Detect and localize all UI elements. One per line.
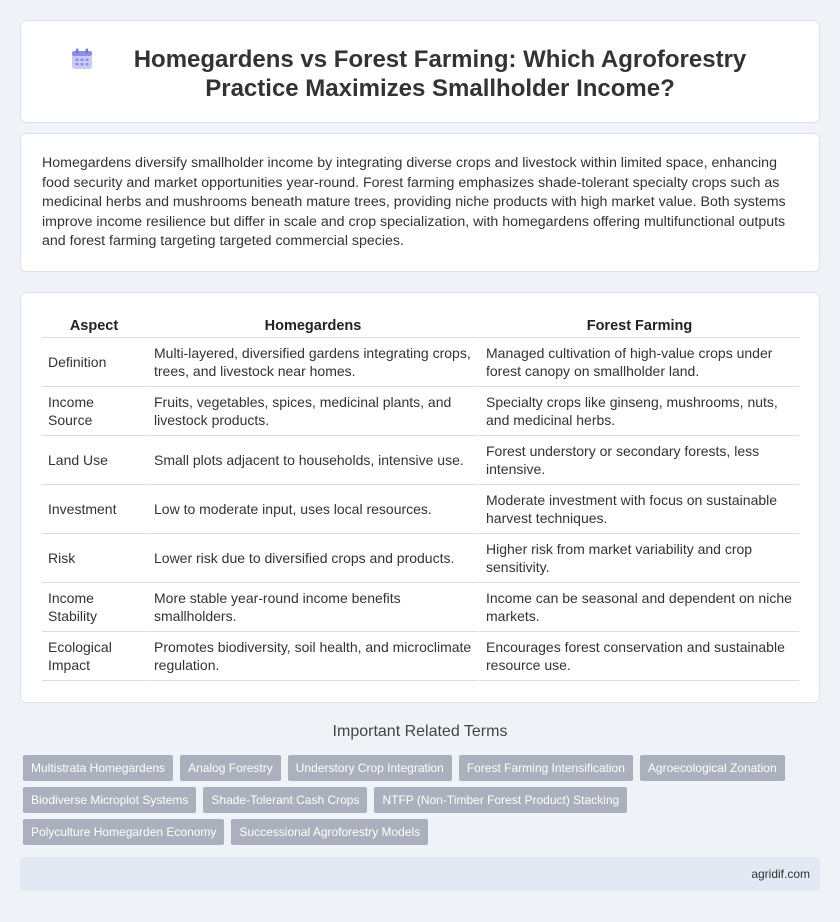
aspect-cell: Land Use	[42, 436, 146, 485]
aspect-cell: Risk	[42, 534, 146, 583]
homegardens-cell: More stable year-round income benefits smallholders.	[146, 583, 478, 632]
column-header-forest-farming: Forest Farming	[478, 316, 799, 338]
table-row	[42, 632, 799, 681]
table-row	[42, 485, 799, 534]
table-row	[42, 583, 799, 632]
forest-farming-cell: Forest understory or secondary forests, less intensive.	[478, 436, 799, 485]
tag-biodiverse-microplot-systems[interactable]: Biodiverse Microplot Systems	[23, 787, 196, 813]
column-header-aspect: Aspect	[42, 316, 146, 338]
tag-ntfp-stacking[interactable]: NTFP (Non-Timber Forest Product) Stacking	[374, 787, 627, 813]
table-row	[42, 338, 799, 387]
forest-farming-cell: Specialty crops like ginseng, mushrooms, nuts, and medicinal herbs.	[478, 387, 799, 436]
tag-row	[23, 819, 813, 845]
summary-card	[20, 133, 820, 272]
tag-agroecological-zonation[interactable]: Agroecological Zonation	[640, 755, 785, 781]
footer-site-link[interactable]: agridif.com	[751, 867, 810, 881]
homegardens-cell: Small plots adjacent to households, intensive use.	[146, 436, 478, 485]
table-header-row	[42, 316, 799, 338]
tag-successional-agroforestry-models[interactable]: Successional Agroforestry Models	[231, 819, 428, 845]
tag-polyculture-homegarden-economy[interactable]: Polyculture Homegarden Economy	[23, 819, 224, 845]
tag-forest-farming-intensification[interactable]: Forest Farming Intensification	[459, 755, 633, 781]
table-row	[42, 387, 799, 436]
tag-understory-crop-integration[interactable]: Understory Crop Integration	[288, 755, 452, 781]
forest-farming-cell: Higher risk from market variability and crop sensitivity.	[478, 534, 799, 583]
homegardens-cell: Lower risk due to diversified crops and products.	[146, 534, 478, 583]
aspect-cell: Income Stability	[42, 583, 146, 632]
tag-shade-tolerant-cash-crops[interactable]: Shade-Tolerant Cash Crops	[203, 787, 367, 813]
tag-row	[23, 787, 813, 813]
tag-analog-forestry[interactable]: Analog Forestry	[180, 755, 281, 781]
table-row	[42, 436, 799, 485]
forest-farming-cell: Encourages forest conservation and sustainable resource use.	[478, 632, 799, 681]
forest-farming-cell: Managed cultivation of high-value crops under forest canopy on smallholder land.	[478, 338, 799, 387]
homegardens-cell: Low to moderate input, uses local resources.	[146, 485, 478, 534]
related-terms-heading: Important Related Terms	[332, 723, 508, 740]
aspect-cell: Definition	[42, 338, 146, 387]
summary-paragraph: Homegardens diversify smallholder income by integrating diverse crops and livestock within limited space, enhancing food security and market opportunities year-round. Forest farming emphasizes shade-tolerant specialty crops such as medicinal herbs and mushrooms beneath mature trees, providing niche products with high market value. Both systems improve income resilience but differ in scale and crop specialization, with homegardens offering multifunctional outputs and forest farming targeting targeted commercial species.	[42, 155, 786, 250]
related-terms-list	[23, 755, 813, 851]
forest-farming-cell: Moderate investment with focus on sustainable harvest techniques.	[478, 485, 799, 534]
homegardens-cell: Multi-layered, diversified gardens integrating crops, trees, and livestock near homes.	[146, 338, 478, 387]
tag-row	[23, 755, 813, 781]
forest-farming-cell: Income can be seasonal and dependent on niche markets.	[478, 583, 799, 632]
comparison-table-card	[20, 292, 820, 703]
aspect-cell: Ecological Impact	[42, 632, 146, 681]
homegardens-cell: Fruits, vegetables, spices, medicinal plants, and livestock products.	[146, 387, 478, 436]
footer	[20, 857, 820, 891]
table-row	[42, 534, 799, 583]
aspect-cell: Investment	[42, 485, 146, 534]
homegardens-cell: Promotes biodiversity, soil health, and microclimate regulation.	[146, 632, 478, 681]
comparison-table	[42, 316, 799, 681]
page-title: Homegardens vs Forest Farming: Which Agroforestry Practice Maximizes Smallholder Income?	[133, 46, 747, 102]
aspect-cell: Income Source	[42, 387, 146, 436]
title-card	[20, 20, 820, 123]
column-header-homegardens: Homegardens	[146, 316, 478, 338]
tag-multistrata-homegardens[interactable]: Multistrata Homegardens	[23, 755, 173, 781]
